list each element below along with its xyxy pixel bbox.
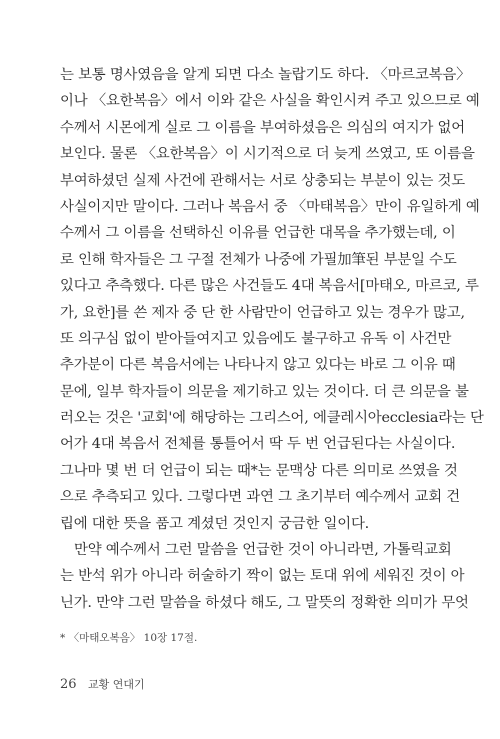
- text-line: 는 보통 명사였음을 알게 되면 다소 놀랍기도 하다. 〈마르코복음〉: [60, 67, 471, 83]
- text-line: 만약 예수께서 그런 말씀을 언급한 것이 아니라면, 가톨릭교회: [74, 542, 452, 559]
- text-line: 그나마 몇 번 더 언급이 되는 때*는 문맥상 다른 의미로 쓰였을 것: [60, 462, 458, 479]
- text-line: 으로 추측되고 있다. 그렇다면 과연 그 초기부터 예수께서 교회 건: [60, 489, 460, 506]
- text-line: 수께서 시몬에게 실로 그 이름을 부여하셨음은 의심의 여지가 없어: [60, 119, 465, 136]
- body-text: [60, 62, 484, 616]
- text-line: 로 인해 학자들은 그 구절 전체가 나중에 가필加筆된 부분일 수도: [60, 251, 457, 268]
- text-line: 는 반석 위가 아니라 허술하기 짝이 없는 토대 위에 세워진 것이 아: [60, 568, 465, 585]
- text-line: 립에 대한 뜻을 품고 계셨던 것인지 궁금한 일이다.: [60, 515, 370, 532]
- text-line: 문에, 일부 학자들이 의문을 제기하고 있는 것이다. 더 큰 의문을 불: [60, 383, 469, 400]
- text-line: 가, 요한]를 쓴 제자 중 단 한 사람만이 언급하고 있는 경우가 많고,: [60, 304, 465, 321]
- text-line: 보인다. 물론 〈요한복음〉이 시기적으로 더 늦게 쓰였고, 또 이름을: [60, 146, 475, 163]
- text-line: 사실이지만 말이다. 그러나 복음서 중 〈마태복음〉만이 유일하게 예: [60, 198, 480, 215]
- text-line: 부여하셨던 실제 사건에 관해서는 서로 상충되는 부분이 있는 것도: [60, 172, 465, 189]
- text-line: 또 의구심 없이 받아들여지고 있음에도 불구하고 유독 이 사건만: [60, 330, 452, 347]
- text-line: 러오는 것은 '교회'에 해당하는 그리스어, 에클레시아ecclesia라는 단: [60, 410, 484, 427]
- text-line: 추가분이 다른 복음서에는 나타나지 않고 있다는 바로 그 이유 때: [60, 357, 456, 374]
- text-line: 어가 4대 복음서 전체를 통틀어서 딱 두 번 언급된다는 사실이다.: [60, 436, 456, 453]
- text-line: 닌가. 만약 그런 말씀을 하셨다 해도, 그 말뜻의 정확한 의미가 무엇: [60, 594, 469, 611]
- page-number: 26: [60, 677, 77, 692]
- page-footer: [60, 676, 145, 692]
- text-line: 이나 〈요한복음〉에서 이와 같은 사실을 확인시켜 주고 있으므로 예: [60, 93, 480, 110]
- text-line: 수께서 그 이름을 선택하신 이유를 언급한 대목을 추가했는데, 이: [60, 225, 456, 242]
- running-title: 교황 연대기: [88, 678, 145, 691]
- text-line: 있다고 추측했다. 다른 많은 사건들도 4대 복음서[마태오, 마르코, 루: [60, 278, 479, 295]
- footnote: * 〈마태오복음〉 10장 17절.: [60, 632, 198, 644]
